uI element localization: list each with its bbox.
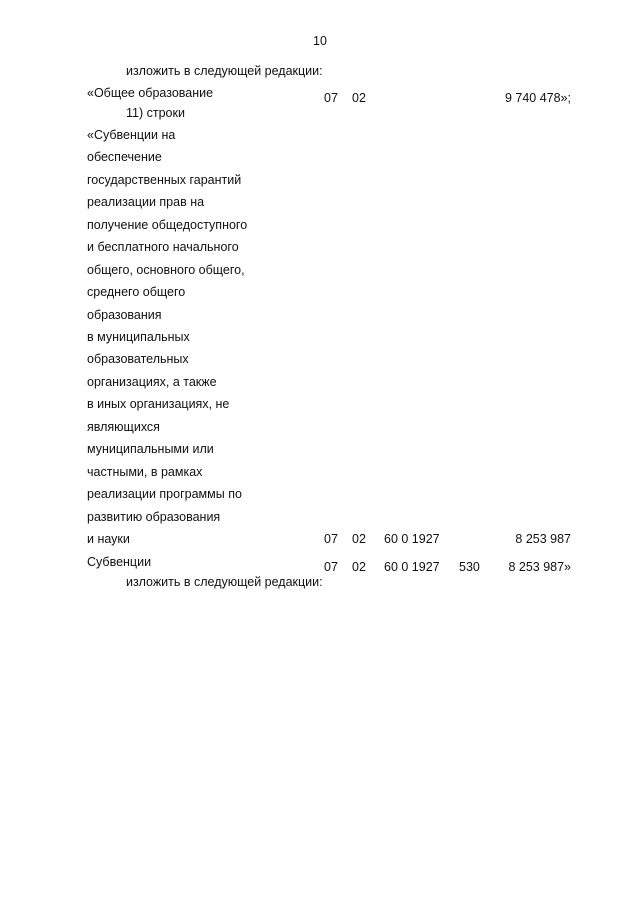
description-line: обеспечение	[87, 150, 162, 164]
item-heading: 11) строки	[126, 106, 185, 120]
row-name: и науки	[87, 532, 130, 546]
description-line: государственных гарантий	[87, 173, 242, 187]
target-article-code: 60 0 1927	[384, 560, 440, 574]
description-line: общего, основного общего,	[87, 263, 245, 277]
instruction-text: изложить в следующей редакции:	[126, 64, 323, 78]
subsection-code: 02	[352, 532, 366, 546]
description-line: «Субвенции на	[87, 128, 176, 142]
description-line: муниципальными или	[87, 442, 214, 456]
description-line: образования	[87, 308, 162, 322]
amount: 9 740 478»;	[504, 91, 571, 105]
section-code: 07	[324, 532, 338, 546]
amount: 8 253 987»	[508, 560, 571, 574]
description-line: среднего общего	[87, 285, 186, 299]
row-name: Субвенции	[87, 555, 152, 569]
expense-type-code: 530	[459, 560, 480, 574]
instruction-text: изложить в следующей редакции:	[126, 575, 323, 589]
amount: 8 253 987	[515, 532, 571, 546]
description-line: развитию образования	[87, 510, 221, 524]
page-number: 10	[313, 34, 327, 48]
description-line: реализации прав на	[87, 195, 205, 209]
description-line: в иных организациях, не	[87, 397, 230, 411]
description-line: частными, в рамках	[87, 465, 203, 479]
description-line: являющихся	[87, 420, 160, 434]
description-line: образовательных	[87, 352, 189, 366]
subsection-code: 02	[352, 560, 366, 574]
target-article-code: 60 0 1927	[384, 532, 440, 546]
row-name: «Общее образование	[87, 86, 214, 100]
description-line: и бесплатного начального	[87, 240, 239, 254]
subsection-code: 02	[352, 91, 366, 105]
description-line: в муниципальных	[87, 330, 190, 344]
description-line: реализации программы по	[87, 487, 242, 501]
section-code: 07	[324, 560, 338, 574]
description-line: получение общедоступного	[87, 218, 248, 232]
section-code: 07	[324, 91, 338, 105]
description-line: организациях, а также	[87, 375, 217, 389]
